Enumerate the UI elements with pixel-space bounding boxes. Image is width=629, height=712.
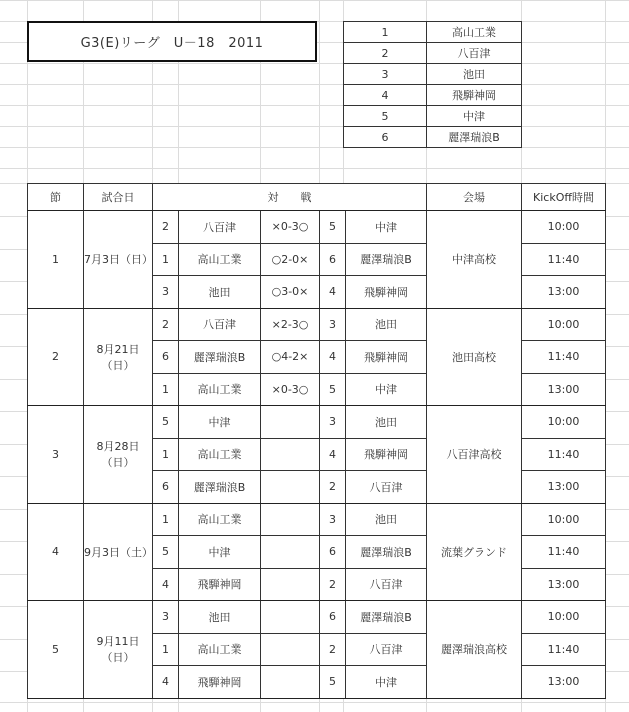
match-row [28, 406, 606, 439]
team-number[interactable]: 1 [344, 22, 427, 43]
home-team[interactable]: 池田 [179, 601, 261, 634]
home-team[interactable]: 高山工業 [179, 503, 261, 536]
home-team[interactable]: 八百津 [179, 211, 261, 244]
team-number[interactable]: 4 [344, 85, 427, 106]
team-number[interactable]: 3 [344, 64, 427, 85]
round-number[interactable]: 5 [28, 601, 84, 699]
gridline [0, 126, 629, 127]
away-team-number[interactable]: 3 [320, 406, 346, 439]
header-date: 試合日 [84, 184, 153, 211]
team-row [344, 85, 522, 106]
home-team[interactable]: 高山工業 [179, 373, 261, 406]
kickoff-time[interactable]: 11:40 [522, 633, 606, 666]
away-team[interactable]: 中津 [346, 211, 427, 244]
kickoff-time[interactable]: 10:00 [522, 406, 606, 439]
home-team-number[interactable]: 4 [153, 666, 179, 699]
team-list-table [343, 21, 522, 148]
match-row [28, 211, 606, 244]
match-result[interactable] [261, 406, 320, 439]
away-team-number[interactable]: 2 [320, 568, 346, 601]
home-team[interactable]: 飛騨神岡 [179, 568, 261, 601]
home-team-number[interactable]: 1 [153, 503, 179, 536]
kickoff-time[interactable]: 10:00 [522, 601, 606, 634]
home-team-number[interactable]: 5 [153, 406, 179, 439]
header-row [28, 184, 606, 211]
home-team-number[interactable]: 6 [153, 471, 179, 504]
gridline [0, 105, 629, 106]
away-team[interactable]: 八百津 [346, 633, 427, 666]
away-team[interactable]: 中津 [346, 373, 427, 406]
venue[interactable]: 麗澤瑞浪高校 [427, 601, 522, 699]
away-team[interactable]: 飛騨神岡 [346, 276, 427, 309]
match-result[interactable] [261, 633, 320, 666]
venue[interactable]: 中津高校 [427, 211, 522, 309]
venue[interactable]: 池田高校 [427, 308, 522, 406]
match-result[interactable]: ×2-3○ [261, 308, 320, 341]
header-venue: 会場 [427, 184, 522, 211]
venue[interactable]: 流葉グランド [427, 503, 522, 601]
away-team-number[interactable]: 6 [320, 536, 346, 569]
home-team[interactable]: 中津 [179, 406, 261, 439]
gridline [0, 63, 629, 64]
match-date[interactable]: 9月11日（日） [84, 601, 153, 699]
away-team-number[interactable]: 4 [320, 341, 346, 374]
home-team[interactable]: 高山工業 [179, 243, 261, 276]
team-row [344, 127, 522, 148]
team-name[interactable]: 麗澤瑞浪B [427, 127, 522, 148]
match-row [28, 503, 606, 536]
home-team-number[interactable]: 2 [153, 308, 179, 341]
team-name[interactable]: 池田 [427, 64, 522, 85]
kickoff-time[interactable]: 13:00 [522, 471, 606, 504]
home-team-number[interactable]: 3 [153, 601, 179, 634]
home-team-number[interactable]: 4 [153, 568, 179, 601]
match-row [28, 601, 606, 634]
match-result[interactable]: ○3-0× [261, 276, 320, 309]
header-round: 節 [28, 184, 84, 211]
home-team[interactable]: 中津 [179, 536, 261, 569]
away-team[interactable]: 飛騨神岡 [346, 438, 427, 471]
team-name[interactable]: 八百津 [427, 43, 522, 64]
away-team[interactable]: 池田 [346, 406, 427, 439]
kickoff-time[interactable]: 10:00 [522, 308, 606, 341]
kickoff-time[interactable]: 13:00 [522, 373, 606, 406]
team-name[interactable]: 飛騨神岡 [427, 85, 522, 106]
gridline [0, 147, 629, 148]
kickoff-time[interactable]: 11:40 [522, 243, 606, 276]
match-date[interactable]: 9月3日（土） [84, 503, 153, 601]
kickoff-time[interactable]: 10:00 [522, 211, 606, 244]
home-team[interactable]: 高山工業 [179, 633, 261, 666]
away-team[interactable]: 麗澤瑞浪B [346, 536, 427, 569]
kickoff-time[interactable]: 11:40 [522, 536, 606, 569]
match-result[interactable]: ○2-0× [261, 243, 320, 276]
match-result[interactable] [261, 601, 320, 634]
team-number[interactable]: 6 [344, 127, 427, 148]
home-team-number[interactable]: 2 [153, 211, 179, 244]
home-team-number[interactable]: 1 [153, 633, 179, 666]
home-team-number[interactable]: 1 [153, 373, 179, 406]
kickoff-time[interactable]: 11:40 [522, 438, 606, 471]
away-team-number[interactable]: 5 [320, 211, 346, 244]
team-number[interactable]: 5 [344, 106, 427, 127]
home-team[interactable]: 麗澤瑞浪B [179, 341, 261, 374]
away-team-number[interactable]: 6 [320, 243, 346, 276]
match-result[interactable] [261, 471, 320, 504]
schedule-table [27, 183, 606, 699]
home-team[interactable]: 麗澤瑞浪B [179, 471, 261, 504]
home-team[interactable]: 池田 [179, 276, 261, 309]
team-row [344, 106, 522, 127]
away-team[interactable]: 飛騨神岡 [346, 341, 427, 374]
header-match: 対 戦 [153, 184, 427, 211]
match-result[interactable]: ×0-3○ [261, 373, 320, 406]
gridline [0, 0, 629, 1]
away-team-number[interactable]: 2 [320, 471, 346, 504]
round-number[interactable]: 1 [28, 211, 84, 309]
match-result[interactable] [261, 666, 320, 699]
team-row [344, 64, 522, 85]
away-team-number[interactable]: 2 [320, 633, 346, 666]
away-team[interactable]: 麗澤瑞浪B [346, 601, 427, 634]
match-result[interactable] [261, 568, 320, 601]
away-team[interactable]: 中津 [346, 666, 427, 699]
kickoff-time[interactable]: 13:00 [522, 276, 606, 309]
gridline [0, 84, 629, 85]
match-result[interactable]: ×0-3○ [261, 211, 320, 244]
away-team[interactable]: 池田 [346, 308, 427, 341]
round-number[interactable]: 3 [28, 406, 84, 504]
gridline [0, 702, 629, 703]
away-team-number[interactable]: 3 [320, 503, 346, 536]
match-date[interactable]: 8月28日（日） [84, 406, 153, 504]
away-team-number[interactable]: 4 [320, 438, 346, 471]
round-number[interactable]: 4 [28, 503, 84, 601]
round-number[interactable]: 2 [28, 308, 84, 406]
team-number[interactable]: 2 [344, 43, 427, 64]
kickoff-time[interactable]: 13:00 [522, 568, 606, 601]
team-row [344, 43, 522, 64]
away-team[interactable]: 八百津 [346, 568, 427, 601]
home-team-number[interactable]: 3 [153, 276, 179, 309]
match-result[interactable] [261, 438, 320, 471]
away-team-number[interactable]: 5 [320, 373, 346, 406]
kickoff-time[interactable]: 10:00 [522, 503, 606, 536]
away-team-number[interactable]: 3 [320, 308, 346, 341]
home-team-number[interactable]: 6 [153, 341, 179, 374]
match-result[interactable] [261, 503, 320, 536]
away-team[interactable]: 八百津 [346, 471, 427, 504]
home-team[interactable]: 高山工業 [179, 438, 261, 471]
match-date[interactable]: 8月21日（日） [84, 308, 153, 406]
away-team-number[interactable]: 4 [320, 276, 346, 309]
home-team-number[interactable]: 1 [153, 243, 179, 276]
home-team-number[interactable]: 1 [153, 438, 179, 471]
match-date[interactable]: 7月3日（日） [84, 211, 153, 309]
team-row [344, 22, 522, 43]
match-result[interactable]: ○4-2× [261, 341, 320, 374]
home-team-number[interactable]: 5 [153, 536, 179, 569]
away-team[interactable]: 麗澤瑞浪B [346, 243, 427, 276]
header-kickoff: KickOff時間 [522, 184, 606, 211]
home-team[interactable]: 八百津 [179, 308, 261, 341]
match-row [28, 308, 606, 341]
team-name[interactable]: 中津 [427, 106, 522, 127]
league-title[interactable]: G3(E)リーグ U－18 2011 [27, 21, 317, 62]
team-name[interactable]: 高山工業 [427, 22, 522, 43]
away-team-number[interactable]: 6 [320, 601, 346, 634]
gridline [0, 168, 629, 169]
away-team[interactable]: 池田 [346, 503, 427, 536]
home-team[interactable]: 飛騨神岡 [179, 666, 261, 699]
venue[interactable]: 八百津高校 [427, 406, 522, 504]
away-team-number[interactable]: 5 [320, 666, 346, 699]
match-result[interactable] [261, 536, 320, 569]
kickoff-time[interactable]: 11:40 [522, 341, 606, 374]
kickoff-time[interactable]: 13:00 [522, 666, 606, 699]
